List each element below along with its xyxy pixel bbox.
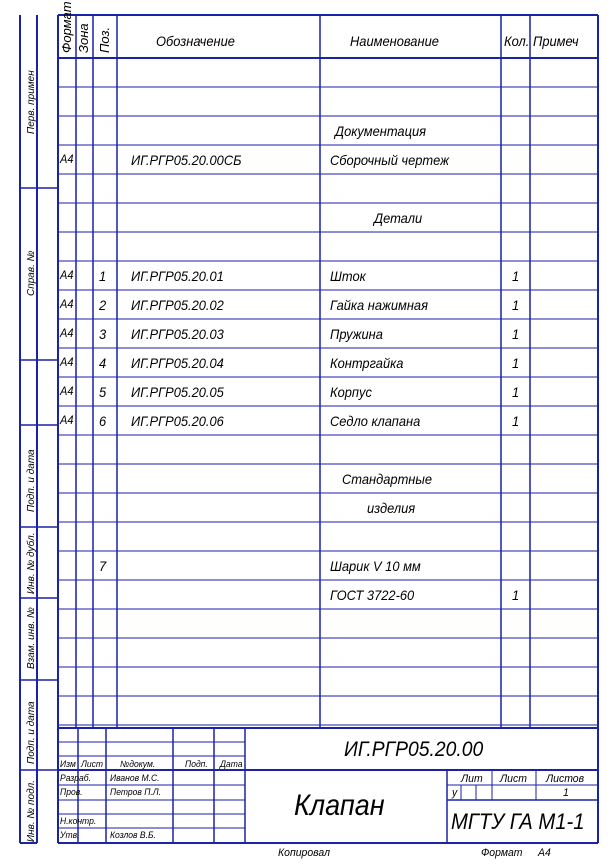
row-qty: 1 (512, 268, 520, 284)
row-qty: 1 (512, 587, 520, 603)
row-name: Шток (330, 268, 366, 284)
row-name: Документация (335, 123, 426, 139)
header-zone: Зона (76, 23, 91, 53)
row-designation: ИГ.РГР05.20.00СБ (131, 152, 242, 168)
stamp-inv-dubl: Инв. № дубл. (26, 532, 37, 594)
tb-hdr-list: Лист (81, 759, 104, 769)
tb-listov-value: 1 (563, 787, 569, 799)
tb-hdr-izm: Изм (60, 759, 76, 769)
stamp-vzam-inv: Взам. инв. № (26, 607, 37, 669)
header-name: Наименование (350, 33, 439, 49)
row-designation: ИГ.РГР05.20.06 (131, 413, 224, 429)
row-name: Корпус (330, 384, 372, 400)
row-qty: 1 (512, 355, 520, 371)
row-format: А4 (60, 384, 74, 398)
header-format: Формат (59, 1, 74, 53)
row-designation: ИГ.РГР05.20.03 (131, 326, 224, 342)
tb-list-label: Лист (500, 773, 527, 785)
row-name: Шарик V 10 мм (330, 558, 421, 574)
row-pos: 7 (99, 558, 107, 574)
tb-lit-value: у (452, 787, 458, 799)
header-note: Примеч (533, 33, 579, 49)
tb-hdr-doc: №докум. (120, 759, 156, 769)
row-format: А4 (60, 152, 74, 166)
row-designation: ИГ.РГР05.20.01 (131, 268, 224, 284)
tb-hdr-data: Дата (220, 759, 243, 769)
row-qty: 1 (512, 384, 520, 400)
stamp-podp-data-2: Подп. и дата (26, 701, 37, 764)
row-designation: ИГ.РГР05.20.04 (131, 355, 224, 371)
header-qty: Кол. (504, 33, 530, 49)
row-pos: 1 (99, 268, 107, 284)
title-organization: МГТУ ГА М1-1 (451, 809, 585, 834)
row-name: Седло клапана (330, 413, 421, 429)
row-name: Сборочный чертеж (330, 152, 450, 168)
tb-name-prov: Петров П.Л. (110, 787, 162, 797)
stamp-inv-podl: Инв. № подл. (26, 779, 37, 842)
row-designation: ИГ.РГР05.20.02 (131, 297, 224, 313)
row-pos: 2 (99, 297, 107, 313)
row-name: Стандартные (342, 471, 433, 487)
row-name: ГОСТ 3722-60 (330, 587, 415, 603)
row-name: Детали (374, 210, 423, 226)
header-designation: Обозначение (156, 33, 235, 49)
row-format: А4 (60, 326, 74, 340)
row-designation: ИГ.РГР05.20.05 (131, 384, 224, 400)
tb-role-razrab: Разраб. (60, 773, 91, 783)
row-qty: 1 (512, 413, 520, 429)
tb-role-prov: Пров. (60, 787, 83, 797)
title-product: Клапан (294, 789, 385, 822)
row-format: А4 (60, 413, 74, 427)
row-name: изделия (367, 500, 416, 516)
row-qty: 1 (512, 326, 520, 342)
stamp-sprav-no: Справ. № (26, 250, 37, 296)
row-qty: 1 (512, 297, 520, 313)
row-format: А4 (60, 268, 74, 282)
tb-name-utv: Козлов В.Б. (110, 830, 156, 840)
tb-name-razrab: Иванов М.С. (110, 773, 160, 783)
footer-copied: Копировал (278, 847, 330, 859)
row-pos: 5 (99, 384, 107, 400)
row-pos: 3 (99, 326, 107, 342)
tb-role-utv: Утв. (60, 830, 80, 840)
stamp-perv-primen: Перв. примен (26, 70, 37, 134)
title-designation: ИГ.РГР05.20.00 (344, 738, 484, 761)
row-pos: 4 (99, 355, 107, 371)
stamp-podp-data-1: Подп. и дата (26, 449, 37, 512)
row-format: А4 (60, 355, 74, 369)
footer-format-value: А4 (538, 847, 551, 859)
row-name: Пружина (330, 326, 383, 342)
tb-hdr-podp: Подп. (185, 759, 208, 769)
row-name: Гайка нажимная (330, 297, 428, 313)
header-pos: Поз. (97, 26, 112, 53)
tb-listov-label: Листов (546, 773, 585, 785)
footer-format-label: Формат (481, 847, 523, 859)
row-name: Контргайка (330, 355, 404, 371)
tb-lit-label: Лит (461, 773, 483, 785)
row-format: А4 (60, 297, 74, 311)
row-pos: 6 (99, 413, 107, 429)
tb-role-nkontr: Н.контр. (60, 816, 97, 826)
